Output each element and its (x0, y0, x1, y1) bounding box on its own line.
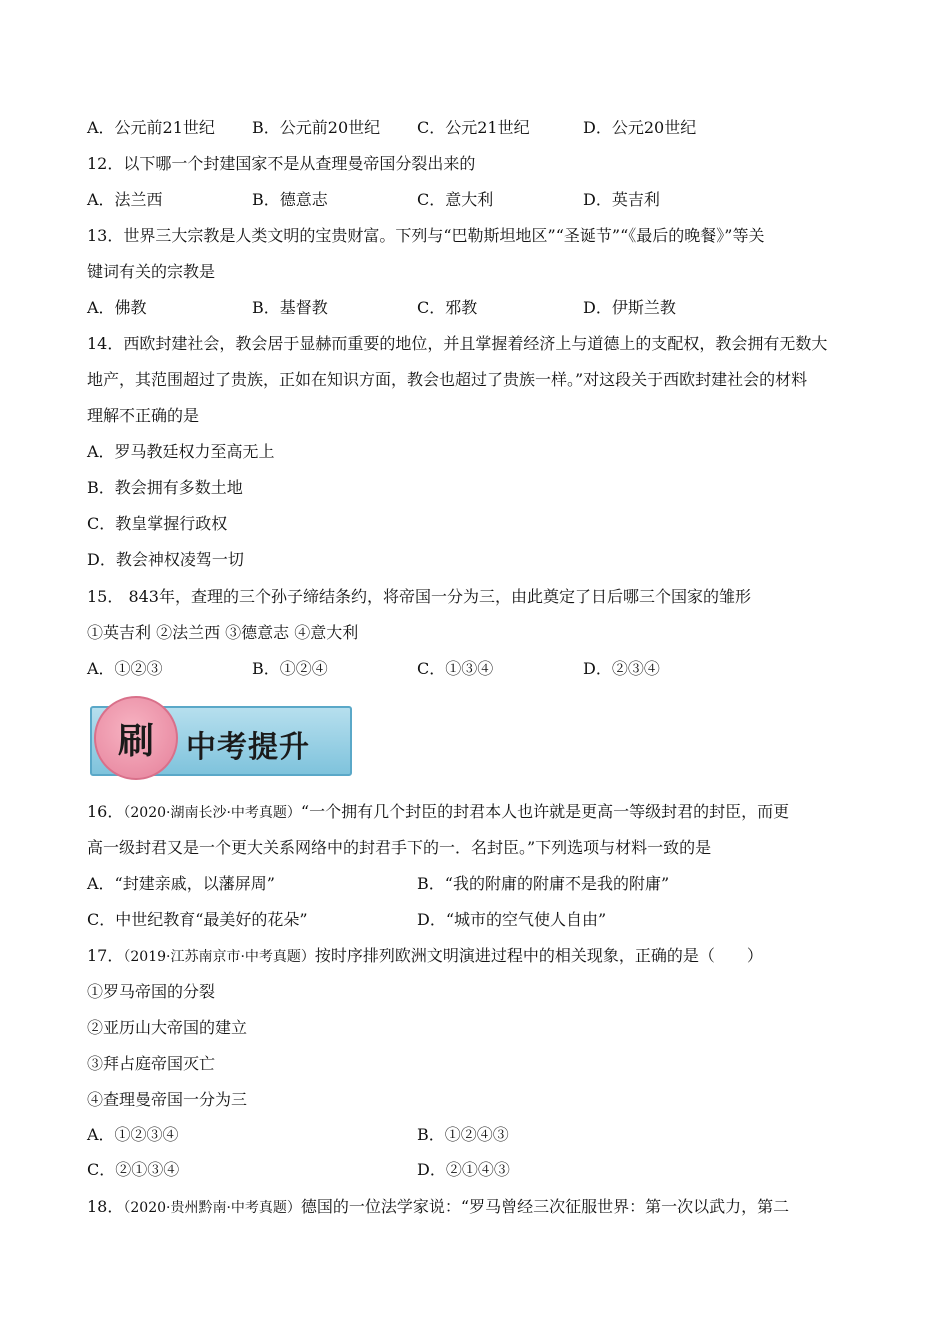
q16-number: 16． (87, 802, 124, 821)
q14-option-d: D．教会神权凌驾一切 (87, 550, 244, 569)
q13-stem-line2: 键词有关的宗教是 (87, 262, 216, 281)
q15-option-c: C．①③④ (417, 659, 494, 678)
q14-option-a: A．罗马教廷权力至高无上 (87, 442, 275, 461)
banner-title: 中考提升 (186, 730, 310, 765)
q16-option-a: A．“封建亲戚，以藩屏周” (87, 874, 275, 893)
q17-number: 17． (87, 946, 124, 965)
q12-option-a: A．法兰西 (87, 190, 163, 209)
q16-option-b: B．“我的附庸的附庸不是我的附庸” (417, 874, 670, 893)
q18-stem-text: 德国的一位法学家说：“罗马曾经三次征服世界：第一次以武力，第二 (300, 1197, 790, 1216)
q15-option-a: A．①②③ (87, 659, 163, 678)
q17-option-b: B．①②④③ (417, 1125, 509, 1144)
banner-badge: 刷 (94, 696, 178, 780)
q16-stem-text: “一个拥有几个封臣的封君本人也许就是更高一等级封君的封臣，而更 (300, 802, 790, 821)
q16-option-c: C．中世纪教育“最美好的花朵” (87, 910, 308, 929)
q13-option-a: A．佛教 (87, 298, 147, 317)
q17-item-1: ①罗马帝国的分裂 (87, 982, 216, 1001)
section-banner (90, 700, 352, 776)
q11-option-d: D．公元20世纪 (583, 118, 697, 137)
q17-source: （2019·江苏南京市·中考真题） (123, 949, 315, 965)
q16-stem-line1 (87, 802, 789, 823)
q14-option-c: C．教皇掌握行政权 (87, 514, 228, 533)
q17-item-3: ③拜占庭帝国灭亡 (87, 1054, 216, 1073)
q14-option-b: B．教会拥有多数土地 (87, 478, 243, 497)
q18-number: 18． (87, 1197, 124, 1216)
q15-option-d: D．②③④ (583, 659, 660, 678)
q15-items: ①英吉利 ②法兰西 ③德意志 ④意大利 (87, 623, 359, 642)
q15-option-b: B．①②④ (252, 659, 328, 678)
q16-source: （2020·湖南长沙·中考真题） (123, 805, 301, 821)
q13-option-c: C．邪教 (417, 298, 478, 317)
q13-option-b: B．基督教 (252, 298, 328, 317)
q15-stem: 15． 843年，查理的三个孙子缔结条约，将帝国一分为三，由此奠定了日后哪三个国家的雏形 (87, 587, 751, 606)
q13-stem-line1: 13．世界三大宗教是人类文明的宝贵财富。下列与“巴勒斯坦地区”“圣诞节”“《最后的晚餐》”等关 (87, 226, 765, 245)
q12-stem: 12．以下哪一个封建国家不是从查理曼帝国分裂出来的 (87, 154, 476, 173)
q17-item-4: ④查理曼帝国一分为三 (87, 1090, 248, 1109)
q14-stem-line2: 地产，其范围超过了贵族，正如在知识方面，教会也超过了贵族一样。”对这段关于西欧封建社会的材料 (87, 370, 808, 389)
q17-stem-text: 按时序排列欧洲文明演进过程中的相关现象，正确的是（ ） (314, 946, 763, 965)
q13-option-d: D．伊斯兰教 (583, 298, 676, 317)
q17-option-a: A．①②③④ (87, 1125, 179, 1144)
q18-stem (87, 1197, 789, 1218)
q11-option-a: A．公元前21世纪 (87, 118, 215, 137)
q12-option-c: C．意大利 (417, 190, 494, 209)
q14-stem-line3: 理解不正确的是 (87, 406, 200, 425)
q17-stem (87, 946, 763, 967)
q16-stem-line2: 高一级封君又是一个更大关系网络中的封君手下的一．名封臣。”下列选项与材料一致的是 (87, 838, 712, 857)
q11-option-c: C．公元21世纪 (417, 118, 530, 137)
q16-option-d: D．“城市的空气使人自由” (417, 910, 607, 929)
q17-item-2: ②亚历山大帝国的建立 (87, 1018, 248, 1037)
q11-option-b: B．公元前20世纪 (252, 118, 381, 137)
q12-option-d: D．英吉利 (583, 190, 660, 209)
q17-option-c: C．②①③④ (87, 1160, 180, 1179)
q14-stem-line1: 14．西欧封建社会，教会居于显赫而重要的地位，并且掌握着经济上与道德上的支配权，教会拥有无数大 (87, 334, 828, 353)
q12-option-b: B．德意志 (252, 190, 328, 209)
q17-option-d: D．②①④③ (417, 1160, 510, 1179)
q18-source: （2020·贵州黔南·中考真题） (123, 1200, 301, 1216)
